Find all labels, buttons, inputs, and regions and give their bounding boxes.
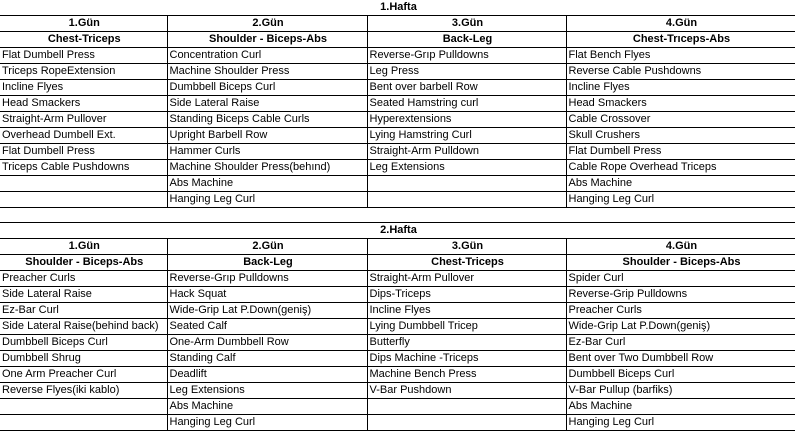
muscle-group-header[interactable]: Back-Leg <box>167 255 367 271</box>
exercise-cell[interactable]: Preacher Curls <box>0 271 167 287</box>
exercise-cell[interactable]: Reverse Cable Pushdowns <box>566 64 795 80</box>
exercise-cell[interactable]: Dumbbell Biceps Curl <box>566 367 795 383</box>
exercise-cell[interactable]: Cable Crossover <box>566 112 795 128</box>
exercise-cell[interactable]: Upright Barbell Row <box>167 128 367 144</box>
day-header[interactable]: 4.Gün <box>566 239 795 255</box>
exercise-cell[interactable]: Side Lateral Raise <box>0 287 167 303</box>
week-title[interactable]: 2.Hafta <box>0 223 795 239</box>
exercise-cell[interactable]: Wide-Grip Lat P.Down(geniş) <box>566 319 795 335</box>
exercise-cell[interactable]: Reverse Flyes(iki kablo) <box>0 383 167 399</box>
exercise-cell[interactable]: Incline Flyes <box>566 80 795 96</box>
exercise-cell[interactable]: Hanging Leg Curl <box>167 415 367 431</box>
exercise-cell[interactable] <box>0 399 167 415</box>
exercise-cell[interactable]: Triceps Cable Pushdowns <box>0 160 167 176</box>
exercise-cell[interactable]: Dumbbell Biceps Curl <box>167 80 367 96</box>
exercise-cell[interactable]: Hammer Curls <box>167 144 367 160</box>
exercise-cell[interactable]: One Arm Preacher Curl <box>0 367 167 383</box>
exercise-cell[interactable]: Flat Dumbell Press <box>566 144 795 160</box>
exercise-cell[interactable]: Side Lateral Raise <box>167 96 367 112</box>
exercise-cell[interactable]: Bent over barbell Row <box>367 80 566 96</box>
exercise-cell[interactable]: Butterfly <box>367 335 566 351</box>
exercise-cell[interactable]: Straight-Arm Pullover <box>0 112 167 128</box>
exercise-cell[interactable] <box>0 176 167 192</box>
muscle-group-header[interactable]: Back-Leg <box>367 32 566 48</box>
exercise-cell[interactable]: Overhead Dumbell Ext. <box>0 128 167 144</box>
exercise-cell[interactable]: Machine Shoulder Press(behınd) <box>167 160 367 176</box>
exercise-cell[interactable]: Straight-Arm Pulldown <box>367 144 566 160</box>
muscle-group-header[interactable]: Chest-Triceps <box>367 255 566 271</box>
exercise-cell[interactable]: Preacher Curls <box>566 303 795 319</box>
exercise-cell[interactable]: Flat Bench Flyes <box>566 48 795 64</box>
exercise-cell[interactable]: Cable Rope Overhead Triceps <box>566 160 795 176</box>
exercise-cell[interactable]: Standing Calf <box>167 351 367 367</box>
exercise-cell[interactable]: Hanging Leg Curl <box>566 415 795 431</box>
muscle-group-header[interactable]: Shoulder - Biceps-Abs <box>167 32 367 48</box>
exercise-cell[interactable]: Hyperextensions <box>367 112 566 128</box>
blank-row[interactable] <box>0 208 795 223</box>
exercise-cell[interactable]: Deadlift <box>167 367 367 383</box>
muscle-group-header[interactable]: Shoulder - Biceps-Abs <box>0 255 167 271</box>
exercise-cell[interactable]: Incline Flyes <box>367 303 566 319</box>
exercise-cell[interactable]: Reverse-Grip Pulldowns <box>566 287 795 303</box>
exercise-cell[interactable]: V-Bar Pushdown <box>367 383 566 399</box>
exercise-cell[interactable] <box>367 192 566 208</box>
exercise-cell[interactable]: Straight-Arm Pullover <box>367 271 566 287</box>
exercise-cell[interactable]: Skull Crushers <box>566 128 795 144</box>
exercise-cell[interactable]: Hack Squat <box>167 287 367 303</box>
exercise-cell[interactable] <box>367 415 566 431</box>
exercise-cell[interactable]: Standing Biceps Cable Curls <box>167 112 367 128</box>
exercise-cell[interactable]: Abs Machine <box>566 399 795 415</box>
exercise-cell[interactable]: One-Arm Dumbbell Row <box>167 335 367 351</box>
exercise-cell[interactable]: Seated Calf <box>167 319 367 335</box>
exercise-cell[interactable]: Dumbbell Shrug <box>0 351 167 367</box>
exercise-cell[interactable]: Machine Bench Press <box>367 367 566 383</box>
exercise-cell[interactable]: Reverse-Grıp Pulldowns <box>167 271 367 287</box>
exercise-cell[interactable] <box>0 415 167 431</box>
exercise-cell[interactable] <box>367 176 566 192</box>
exercise-cell[interactable]: Hanging Leg Curl <box>566 192 795 208</box>
day-header[interactable]: 2.Gün <box>167 16 367 32</box>
muscle-group-header[interactable]: Shoulder - Biceps-Abs <box>566 255 795 271</box>
exercise-cell[interactable]: Bent over Two Dumbbell Row <box>566 351 795 367</box>
exercise-cell[interactable]: Reverse-Grıp Pulldowns <box>367 48 566 64</box>
exercise-cell[interactable]: Incline Flyes <box>0 80 167 96</box>
muscle-group-header[interactable]: Chest-Trıceps-Abs <box>566 32 795 48</box>
week-title[interactable]: 1.Hafta <box>0 0 795 16</box>
day-header[interactable]: 1.Gün <box>0 16 167 32</box>
exercise-cell[interactable]: Seated Hamstring curl <box>367 96 566 112</box>
exercise-cell[interactable]: Spider Curl <box>566 271 795 287</box>
exercise-cell[interactable]: Head Smackers <box>566 96 795 112</box>
exercise-cell[interactable]: Ez-Bar Curl <box>0 303 167 319</box>
exercise-cell[interactable]: Lying Hamstring Curl <box>367 128 566 144</box>
day-header[interactable]: 3.Gün <box>367 239 566 255</box>
exercise-cell[interactable]: Abs Machine <box>167 176 367 192</box>
exercise-cell[interactable]: Ez-Bar Curl <box>566 335 795 351</box>
exercise-cell[interactable]: Wide-Grip Lat P.Down(geniş) <box>167 303 367 319</box>
day-header[interactable]: 1.Gün <box>0 239 167 255</box>
day-header[interactable]: 4.Gün <box>566 16 795 32</box>
exercise-cell[interactable]: Head Smackers <box>0 96 167 112</box>
exercise-cell[interactable] <box>367 399 566 415</box>
exercise-cell[interactable]: Triceps RopeExtension <box>0 64 167 80</box>
exercise-cell[interactable]: Abs Machine <box>167 399 367 415</box>
exercise-cell[interactable]: V-Bar Pullup (barfiks) <box>566 383 795 399</box>
muscle-group-header[interactable]: Chest-Triceps <box>0 32 167 48</box>
exercise-cell[interactable] <box>0 192 167 208</box>
exercise-cell[interactable]: Leg Extensions <box>367 160 566 176</box>
exercise-cell[interactable]: Side Lateral Raise(behind back) <box>0 319 167 335</box>
exercise-cell[interactable]: Leg Press <box>367 64 566 80</box>
day-header[interactable]: 3.Gün <box>367 16 566 32</box>
day-header[interactable]: 2.Gün <box>167 239 367 255</box>
exercise-cell[interactable]: Abs Machine <box>566 176 795 192</box>
exercise-cell[interactable]: Lying Dumbbell Tricep <box>367 319 566 335</box>
exercise-cell[interactable]: Flat Dumbell Press <box>0 48 167 64</box>
exercise-cell[interactable]: Concentration Curl <box>167 48 367 64</box>
exercise-cell[interactable]: Machine Shoulder Press <box>167 64 367 80</box>
exercise-cell[interactable]: Leg Extensions <box>167 383 367 399</box>
exercise-cell[interactable]: Dips-Triceps <box>367 287 566 303</box>
exercise-cell[interactable]: Dips Machine -Triceps <box>367 351 566 367</box>
exercise-cell[interactable]: Dumbbell Biceps Curl <box>0 335 167 351</box>
exercise-cell[interactable]: Flat Dumbell Press <box>0 144 167 160</box>
exercise-cell[interactable]: Hanging Leg Curl <box>167 192 367 208</box>
